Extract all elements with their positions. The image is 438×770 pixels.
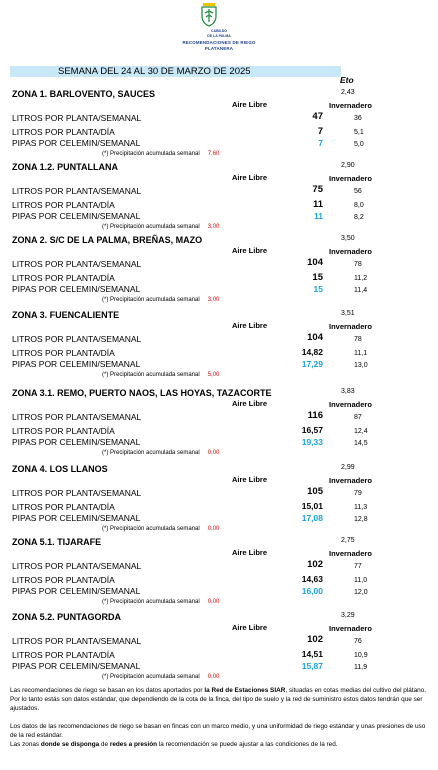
invernadero-header: Invernadero	[329, 322, 372, 331]
row-label-litros-dia: LITROS POR PLANTA/DÍA	[12, 502, 115, 512]
row-label-litros-semanal: LITROS POR PLANTA/SEMANAL	[12, 412, 142, 422]
aire-litros-semanal: 104	[307, 257, 323, 268]
row-label-pipas: PIPAS POR CELEMIN/SEMANAL	[12, 513, 141, 523]
zone-eto: 2,99	[341, 464, 355, 471]
inv-litros-semanal: 36	[354, 115, 362, 122]
aire-libre-header: Aire Libre	[232, 548, 268, 557]
precipitation-label: (*) Precipitación acumulada semanal	[102, 526, 200, 532]
zone-title: ZONA 3.1. REMO, PUERTO NAOS, LAS HOYAS, TAZACORTE	[12, 388, 272, 398]
precipitation-value: 0,00	[207, 674, 220, 680]
inv-pipas-celemin: 14,5	[354, 440, 368, 447]
row-label-litros-dia: LITROS POR PLANTA/DÍA	[12, 273, 115, 283]
row-label-pipas: PIPAS POR CELEMIN/SEMANAL	[12, 661, 141, 671]
aire-libre-header: Aire Libre	[232, 399, 268, 408]
inv-litros-dia: 12,4	[354, 428, 368, 435]
zone-eto: 2,43	[341, 89, 355, 96]
row-label-litros-semanal: LITROS POR PLANTA/SEMANAL	[12, 636, 142, 646]
precipitation-label: (*) Precipitación acumulada semanal	[102, 450, 200, 456]
row-label-litros-dia: LITROS POR PLANTA/DÍA	[12, 650, 115, 660]
inv-pipas-celemin: 13,0	[354, 362, 368, 369]
row-label-litros-dia: LITROS POR PLANTA/DÍA	[12, 127, 115, 137]
precipitation-note	[102, 224, 219, 230]
row-label-pipas: PIPAS POR CELEMIN/SEMANAL	[12, 437, 141, 447]
aire-libre-header: Aire Libre	[232, 173, 268, 182]
logo-line1: CABILDO	[211, 29, 227, 33]
aire-litros-semanal: 102	[307, 559, 323, 570]
inv-litros-semanal: 78	[354, 261, 362, 268]
cabildo-emblem-icon	[199, 2, 219, 28]
inv-litros-dia: 11,3	[354, 504, 368, 511]
aire-litros-semanal: 105	[307, 486, 323, 497]
precipitation-note	[102, 674, 219, 680]
zone-eto: 2,90	[341, 162, 355, 169]
row-label-litros-dia: LITROS POR PLANTA/DÍA	[12, 348, 115, 358]
aire-litros-dia: 11	[312, 199, 323, 210]
precipitation-value: 0,00	[207, 526, 220, 532]
footer-bold-siar: la Red de Estaciones SIAR	[204, 687, 286, 694]
invernadero-header: Invernadero	[329, 476, 372, 485]
footer-bold: donde se disponga	[40, 741, 100, 748]
aire-pipas-celemin: 15	[313, 284, 323, 294]
inv-litros-dia: 5,1	[354, 129, 364, 136]
inv-pipas-celemin: 8,2	[354, 214, 364, 221]
precipitation-label: (*) Precipitación acumulada semanal	[102, 297, 200, 303]
inv-litros-dia: 8,0	[354, 202, 364, 209]
row-label-litros-semanal: LITROS POR PLANTA/SEMANAL	[12, 186, 142, 196]
inv-litros-dia: 11,2	[354, 275, 368, 282]
row-label-pipas: PIPAS POR CELEMIN/SEMANAL	[12, 138, 141, 148]
aire-litros-semanal: 102	[307, 634, 323, 645]
footer-text: Las recomendaciones de riego se basan en los datos aportados por	[10, 687, 205, 694]
row-label-litros-semanal: LITROS POR PLANTA/SEMANAL	[12, 113, 142, 123]
precipitation-value: 3,00	[207, 297, 220, 303]
footer-text: Las zonas	[10, 741, 41, 748]
zone-title: ZONA 5.1. TIJARAFE	[12, 537, 102, 547]
row-label-litros-dia: LITROS POR PLANTA/DÍA	[12, 200, 115, 210]
row-label-litros-semanal: LITROS POR PLANTA/SEMANAL	[12, 259, 142, 269]
aire-litros-dia: 15,01	[301, 501, 323, 511]
aire-litros-dia: 14,82	[301, 347, 323, 357]
footer-text: de	[99, 741, 110, 748]
aire-libre-header: Aire Libre	[232, 475, 268, 484]
aire-litros-dia: 14,63	[301, 574, 323, 584]
logo-title-line1: RECOMENDACIONES DE RIEGO	[182, 40, 256, 45]
footer-note-1	[10, 686, 430, 713]
precipitation-note	[102, 599, 219, 605]
inv-pipas-celemin: 11,4	[354, 287, 368, 294]
inv-litros-semanal: 78	[354, 336, 362, 343]
inv-litros-semanal: 87	[354, 414, 362, 421]
invernadero-header: Invernadero	[329, 624, 372, 633]
precipitation-note	[102, 450, 219, 456]
invernadero-header: Invernadero	[329, 549, 372, 558]
inv-pipas-celemin: 11,9	[354, 664, 368, 671]
week-banner: SEMANA DEL 24 AL 30 DE MARZO DE 2025	[10, 66, 341, 77]
aire-litros-dia: 16,57	[301, 425, 323, 435]
invernadero-header: Invernadero	[329, 400, 372, 409]
zone-eto: 2,75	[341, 537, 355, 544]
aire-pipas-celemin: 15,87	[301, 661, 323, 671]
aire-litros-semanal: 116	[307, 410, 323, 421]
row-label-litros-dia: LITROS POR PLANTA/DÍA	[12, 426, 115, 436]
precipitation-value: 7,60	[207, 151, 220, 157]
zone-title: ZONA 1. BARLOVENTO, SAUCES	[12, 89, 156, 99]
invernadero-header: Invernadero	[329, 101, 372, 110]
footer-note-2: Los datos de las recomendaciones de riego se basan en fincas con un marco medio, y una uniformidad de riego estándar y unas presiones de uso de la red estándar.	[10, 723, 426, 739]
precipitation-label: (*) Precipitación acumulada semanal	[102, 372, 200, 378]
precipitation-label: (*) Precipitación acumulada semanal	[102, 151, 200, 157]
precipitation-label: (*) Precipitación acumulada semanal	[102, 224, 200, 230]
zone-eto: 3,29	[341, 612, 355, 619]
precipitation-note	[102, 372, 219, 378]
row-label-litros-semanal: LITROS POR PLANTA/SEMANAL	[12, 334, 142, 344]
aire-pipas-celemin: 17,29	[301, 359, 323, 369]
precipitation-label: (*) Precipitación acumulada semanal	[102, 599, 200, 605]
row-label-pipas: PIPAS POR CELEMIN/SEMANAL	[12, 586, 141, 596]
zone-title: ZONA 4. LOS LLANOS	[12, 464, 108, 474]
eto-column-header: Eto	[340, 75, 354, 85]
inv-pipas-celemin: 12,8	[354, 516, 368, 523]
aire-pipas-celemin: 17,08	[301, 513, 323, 523]
precipitation-value: 0,00	[207, 450, 220, 456]
precipitation-value: 0,00	[207, 599, 220, 605]
precipitation-value: 3,00	[207, 224, 220, 230]
invernadero-header: Invernadero	[329, 247, 372, 256]
zone-title: ZONA 2. S/C DE LA PALMA, BREÑAS, MAZO	[12, 235, 203, 245]
aire-libre-header: Aire Libre	[232, 321, 268, 330]
header-logo	[0, 0, 438, 56]
inv-litros-dia: 10,9	[354, 652, 368, 659]
aire-pipas-celemin: 19,33	[301, 437, 323, 447]
aire-pipas-celemin: 11	[314, 211, 323, 221]
row-label-pipas: PIPAS POR CELEMIN/SEMANAL	[12, 359, 141, 369]
aire-libre-header: Aire Libre	[232, 246, 268, 255]
aire-litros-semanal: 104	[307, 332, 323, 343]
precipitation-note	[102, 297, 219, 303]
aire-libre-header: Aire Libre	[232, 623, 268, 632]
row-label-litros-dia: LITROS POR PLANTA/DÍA	[12, 575, 115, 585]
zone-title: ZONA 3. FUENCALIENTE	[12, 310, 120, 320]
precipitation-note	[102, 526, 219, 532]
footer-bold: redes a presión	[109, 741, 158, 748]
footer-text: , situadas en cotas medias del cultivo del plátano. Por lo tanto estás son datos estándar, que dependiendo de la cota de la finca, del tipo de suelo y la red de suministro estos datos tendrán que ser ajustados.	[10, 687, 427, 712]
inv-litros-semanal: 76	[354, 638, 362, 645]
zone-eto: 3,51	[341, 310, 355, 317]
zone-title: ZONA 5.2. PUNTAGORDA	[12, 612, 122, 622]
precipitation-label: (*) Precipitación acumulada semanal	[102, 674, 200, 680]
inv-litros-dia: 11,0	[354, 577, 368, 584]
invernadero-header: Invernadero	[329, 174, 372, 183]
zone-eto: 3,83	[341, 388, 355, 395]
aire-litros-semanal: 75	[312, 184, 323, 195]
logo-title-line2: PLATANERA	[204, 46, 234, 51]
aire-pipas-celemin: 7	[318, 138, 323, 148]
aire-libre-header: Aire Libre	[232, 100, 268, 109]
footer-note-3	[10, 740, 430, 749]
inv-litros-dia: 11,1	[354, 350, 368, 357]
row-label-pipas: PIPAS POR CELEMIN/SEMANAL	[12, 284, 141, 294]
zone-eto: 3,50	[341, 235, 355, 242]
aire-litros-dia: 14,51	[301, 649, 323, 659]
inv-litros-semanal: 79	[354, 490, 362, 497]
row-label-pipas: PIPAS POR CELEMIN/SEMANAL	[12, 211, 141, 221]
aire-litros-dia: 15	[312, 272, 323, 283]
footer-text: la recomendación se puede ajustar a las condiciones de la red.	[157, 741, 338, 748]
aire-litros-dia: 7	[317, 126, 323, 137]
row-label-litros-semanal: LITROS POR PLANTA/SEMANAL	[12, 561, 142, 571]
zone-title: ZONA 1.2. PUNTALLANA	[12, 162, 119, 172]
precipitation-note	[102, 151, 219, 157]
logo-line2: DE LA PALMA	[207, 34, 231, 38]
aire-litros-semanal: 47	[312, 111, 323, 122]
inv-litros-semanal: 56	[354, 188, 362, 195]
inv-litros-semanal: 77	[354, 563, 362, 570]
inv-pipas-celemin: 12,0	[354, 589, 368, 596]
inv-pipas-celemin: 5,0	[354, 141, 364, 148]
precipitation-value: 5,00	[207, 372, 220, 378]
row-label-litros-semanal: LITROS POR PLANTA/SEMANAL	[12, 488, 142, 498]
aire-pipas-celemin: 16,00	[301, 586, 323, 596]
